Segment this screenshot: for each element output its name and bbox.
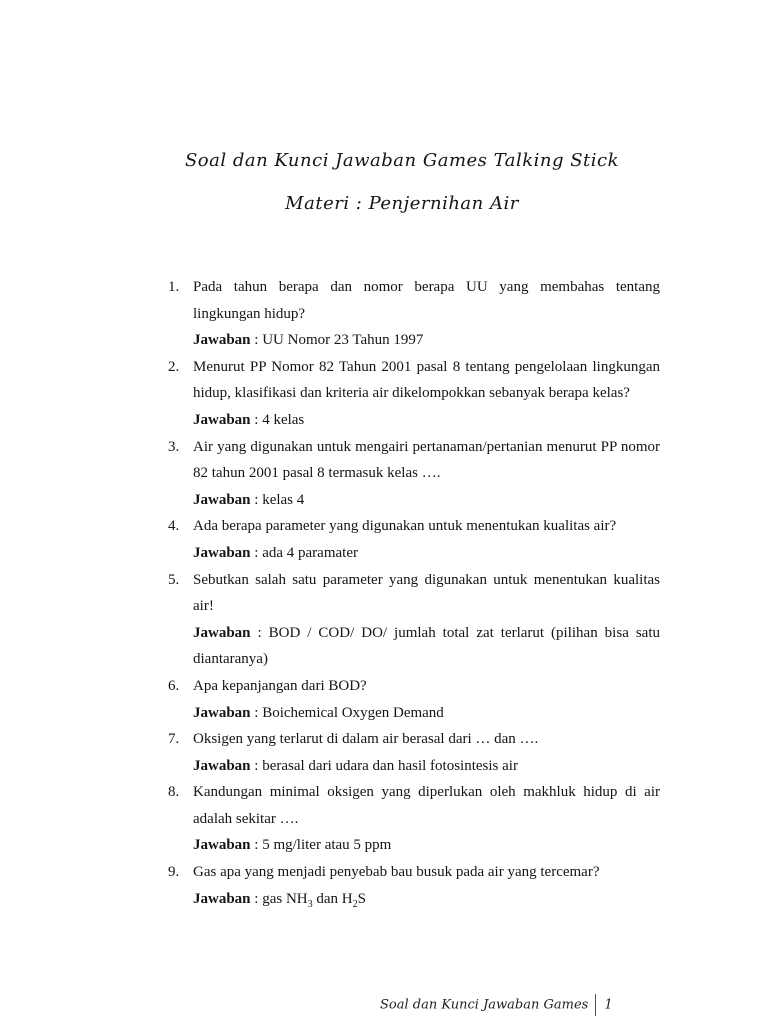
- page-number: 1: [604, 997, 613, 1013]
- question-text: Gas apa yang menjadi penyebab bau busuk pada air yang tercemar?: [193, 864, 600, 881]
- question-item-2: [168, 354, 660, 434]
- answer-line: [193, 832, 660, 859]
- document-title: Soal dan Kunci Jawaban Games Talking Stick: [184, 150, 620, 171]
- answer-label: Jawaban: [193, 890, 251, 907]
- answer-label: Jawaban: [193, 837, 251, 854]
- question-number: 8.: [168, 784, 180, 801]
- answer-text: dan H: [312, 890, 353, 907]
- subscript: 2: [352, 898, 358, 910]
- answer-text: S: [357, 890, 366, 907]
- question-number: 6.: [168, 677, 180, 694]
- answer-line: [193, 620, 660, 673]
- answer-line: [193, 753, 660, 780]
- question-number: 2.: [168, 358, 180, 375]
- question-item-9: [168, 859, 660, 912]
- document-subtitle: Materi : Penjernihan Air: [285, 193, 519, 214]
- answer-label: Jawaban: [193, 544, 251, 561]
- answer-label: Jawaban: [193, 757, 251, 774]
- question-number: 9.: [168, 864, 180, 881]
- answer-label: Jawaban: [193, 624, 251, 641]
- answer-line: [193, 327, 660, 354]
- footer-text: Soal dan Kunci Jawaban Games: [380, 997, 589, 1013]
- answer-label: Jawaban: [193, 332, 251, 349]
- footer-divider: [595, 994, 596, 1016]
- page-footer: [380, 994, 613, 1016]
- answer-line: [193, 487, 660, 514]
- question-item-3: [168, 434, 660, 514]
- answer-text: : BOD / COD/ DO/ jumlah total zat terlarut (pilihan bisa satu diantaranya): [193, 624, 660, 668]
- question-text: Oksigen yang terlarut di dalam air berasal dari … dan ….: [193, 731, 539, 748]
- answer-text: : 5 mg/liter atau 5 ppm: [250, 837, 392, 854]
- answer-line: [193, 886, 660, 913]
- question-text: Ada berapa parameter yang digunakan untuk menentukan kualitas air?: [193, 518, 617, 535]
- answer-label: Jawaban: [193, 491, 251, 508]
- answer-label: Jawaban: [193, 704, 251, 721]
- answer-text: : ada 4 paramater: [250, 544, 358, 561]
- question-list: [168, 274, 660, 912]
- question-text: Air yang digunakan untuk mengairi pertanaman/pertanian menurut PP nomor 82 tahun 2001 pasal 8 termasuk kelas ….: [193, 438, 660, 482]
- question-text: Menurut PP Nomor 82 Tahun 2001 pasal 8 tentang pengelolaan lingkungan hidup, klasifikasi dan kriteria air dikelompokkan sebanyak berapa kelas?: [193, 358, 660, 402]
- question-number: 5.: [168, 571, 180, 588]
- question-item-8: [168, 779, 660, 859]
- question-text: Kandungan minimal oksigen yang diperlukan oleh makhluk hidup di air adalah sekitar ….: [193, 784, 660, 827]
- answer-line: [193, 540, 660, 567]
- answer-text: : berasal dari udara dan hasil fotosintesis air: [250, 757, 518, 774]
- answer-label: Jawaban: [193, 411, 251, 428]
- subscript: 3: [307, 898, 313, 910]
- answer-text: : 4 kelas: [250, 411, 305, 428]
- answer-text: : gas NH: [250, 890, 308, 907]
- answer-line: [193, 700, 660, 727]
- answer-text: : Boichemical Oxygen Demand: [250, 704, 444, 721]
- question-item-4: [168, 513, 660, 566]
- question-text: Apa kepanjangan dari BOD?: [193, 677, 367, 694]
- answer-line: [193, 407, 660, 434]
- answer-text: : UU Nomor 23 Tahun 1997: [250, 332, 424, 349]
- question-text: Pada tahun berapa dan nomor berapa UU yang membahas tentang lingkungan hidup?: [193, 279, 660, 322]
- question-number: 7.: [168, 731, 180, 748]
- question-number: 4.: [168, 518, 180, 535]
- question-item-5: [168, 567, 660, 673]
- question-number: 3.: [168, 438, 180, 455]
- question-item-7: [168, 726, 660, 779]
- question-text: Sebutkan salah satu parameter yang digunakan untuk menentukan kualitas air!: [193, 571, 660, 615]
- question-number: 1.: [168, 279, 180, 295]
- answer-text: : kelas 4: [250, 491, 305, 508]
- question-item-1: [168, 274, 660, 354]
- question-item-6: [168, 673, 660, 726]
